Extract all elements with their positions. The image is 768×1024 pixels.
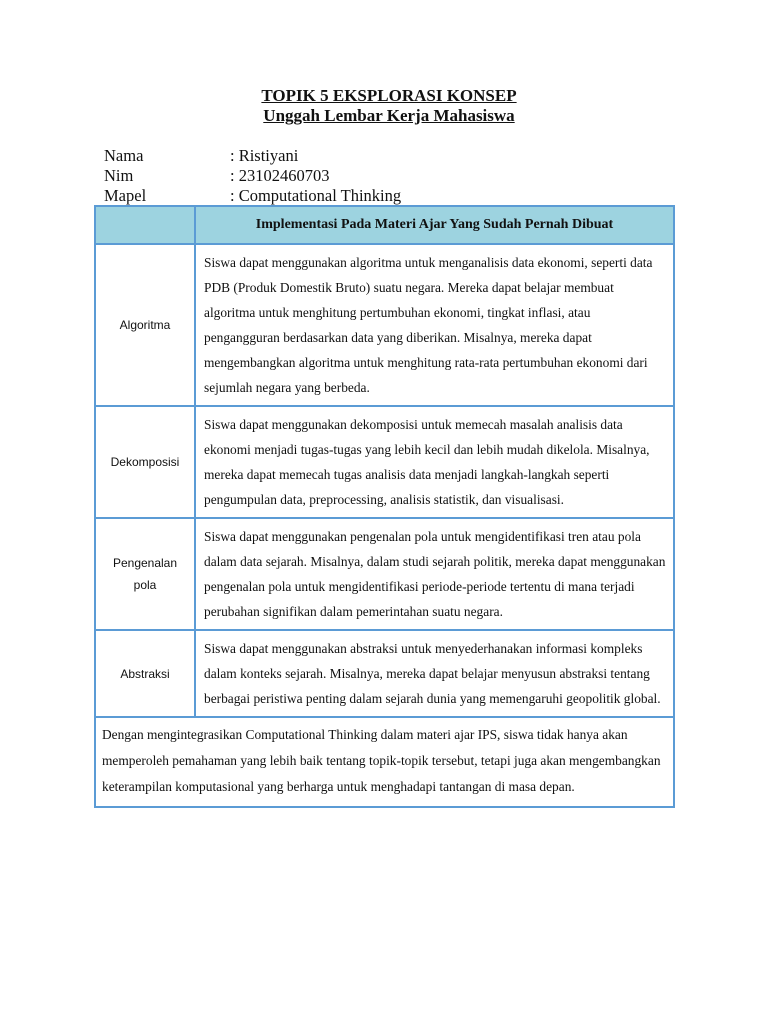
table-header-row [95,206,674,244]
document-title: TOPIK 5 EKSPLORASI KONSEP [261,86,517,105]
info-label: Mapel [104,186,147,205]
row-description: Siswa dapat menggunakan algoritma untuk menganalisis data ekonomi, seperti data PDB (Produk Domestik Bruto) suatu negara. Mereka dapat belajar membuat algoritma untuk menghitung pertumbuhan ekonomi, tingkat inflasi, atau pengangguran berdasarkan data yang diberikan. Misalnya, mereka dapat mengembangkan algoritma untuk menghitung rata-rata pertumbuhan ekonomi dari sejumlah negara yang berbeda. [195,244,674,406]
info-value: : Ristiyani [230,146,299,165]
row-label [95,244,195,406]
info-value: : 23102460703 [230,166,330,185]
info-label: Nim [104,166,134,185]
row-description: Siswa dapat menggunakan abstraksi untuk menyederhanakan informasi kompleks dalam konteks sejarah. Misalnya, mereka dapat belajar menyusun abstraksi tentang berbagai peristiwa penting dalam sejarah dunia yang memengaruhi geopolitik global. [195,630,674,717]
table-row-abstraksi [95,630,674,717]
table-header-implementation: Implementasi Pada Materi Ajar Yang Sudah Pernah Dibuat [195,206,674,244]
row-label-line: Dekomposisi [110,455,180,469]
row-label [95,406,195,518]
info-label: Nama [104,146,144,165]
table-row-algoritma [95,244,674,406]
worksheet-table [94,205,675,808]
info-row-nama [104,146,401,166]
info-value: : Computational Thinking [230,186,402,205]
row-label [95,518,195,630]
document-subtitle: Unggah Lembar Kerja Mahasiswa [263,106,515,125]
table-row-dekomposisi [95,406,674,518]
row-label-line: Algoritma [119,318,171,332]
row-description: Siswa dapat menggunakan pengenalan pola untuk mengidentifikasi tren atau pola dalam data sejarah. Misalnya, dalam studi sejarah politik, mereka dapat menggunakan pengenalan pola untuk mengidentifikasi periode-periode tertentu di mana terjadi perubahan signifikan dalam pemerintahan suatu negara. [195,518,674,630]
row-label [95,630,195,717]
info-row-mapel [104,186,401,206]
info-row-nim [104,166,401,186]
row-label-line: pola [133,578,157,592]
table-summary-row [95,717,674,807]
row-label-line: Pengenalan [112,556,178,570]
document-title-block [0,86,768,126]
row-label-line: Abstraksi [120,666,170,681]
summary-text: Dengan mengintegrasikan Computational Thinking dalam materi ajar IPS, siswa tidak hanya akan memperoleh pemahaman yang lebih baik tentang topik-topik tersebut, tetapi juga akan mengembangkan keterampilan komputasional yang berharga untuk menghadapi tantangan di masa depan. [95,717,674,807]
row-description: Siswa dapat menggunakan dekomposisi untuk memecah masalah analisis data ekonomi menjadi tugas-tugas yang lebih kecil dan lebih mudah dikelola. Misalnya, mereka dapat memecah tugas analisis data menjadi langkah-langkah seperti pengumpulan data, preprocessing, analisis statistik, dan visualisasi. [195,406,674,518]
table-header-empty [95,206,195,244]
table-row-pengenalan-pola [95,518,674,630]
student-info [104,146,401,206]
